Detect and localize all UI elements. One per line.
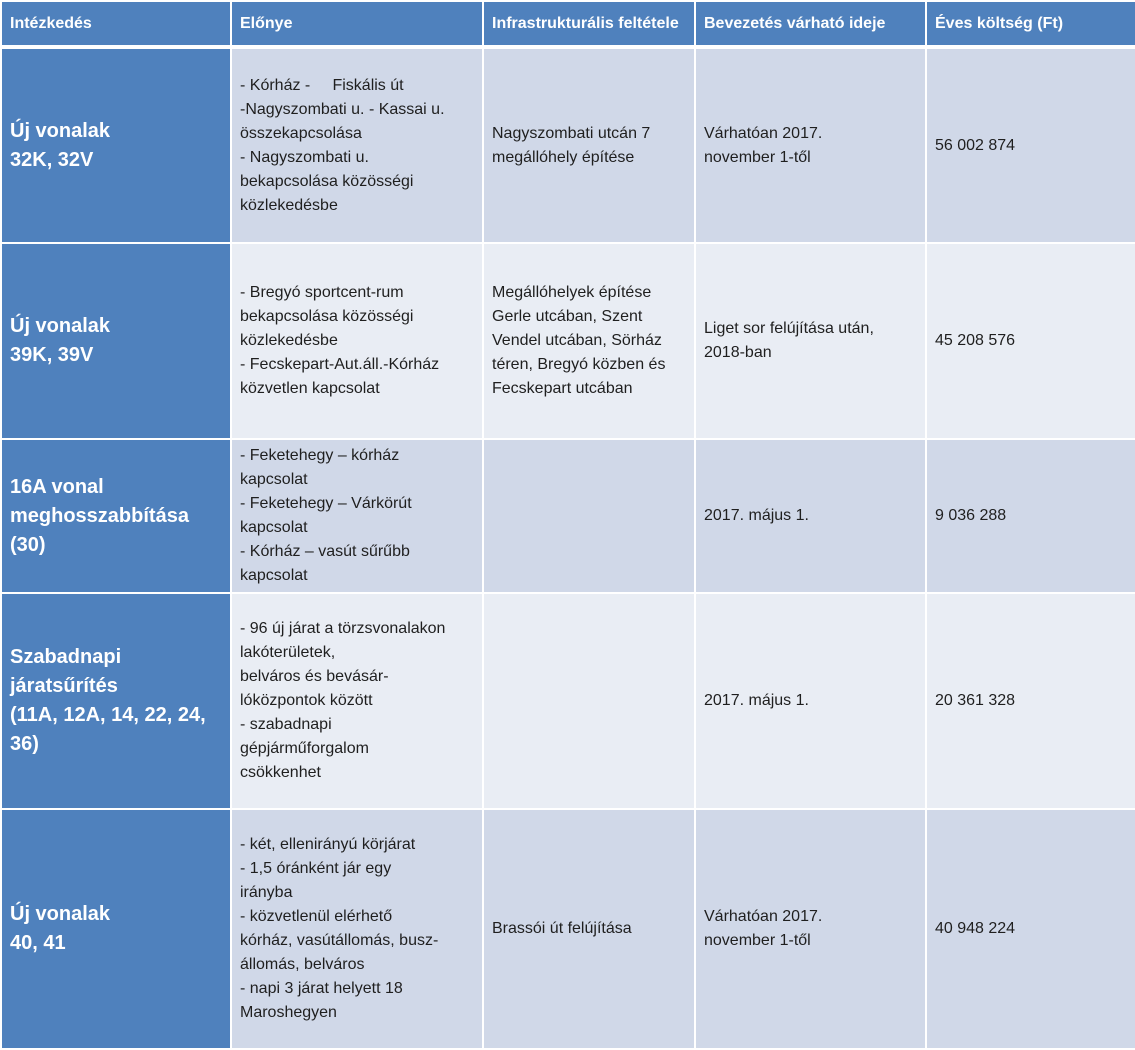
benefit-line: állomás, belváros (240, 956, 365, 973)
row-start-date (695, 593, 926, 809)
row-annual-cost: 56 002 874 (926, 47, 1135, 243)
benefit-line: - Feketehegy – kórház (240, 447, 400, 464)
infrastructure-line: Nagyszombati utcán 7 (492, 124, 651, 142)
table-row (1, 47, 1135, 243)
infrastructure-line: Vendel utcában, Sörház (492, 332, 662, 349)
benefit-line: - 1,5 óránként jár egy (240, 860, 392, 877)
benefit-line: közlekedésbe (240, 196, 338, 214)
benefit-line: kórház, vasútállomás, busz- (240, 932, 439, 949)
benefit-line: - szabadnapi (240, 716, 332, 733)
row-measure (1, 243, 231, 439)
benefit-line: gépjárműforgalom (240, 740, 369, 757)
benefit-line: kapcsolat (240, 567, 308, 584)
header-row (1, 1, 1135, 47)
row-benefit (231, 809, 483, 1049)
start-line: 2017. május 1. (704, 507, 809, 524)
row-start-date (695, 809, 926, 1049)
infrastructure-line: Brassói út felújítása (492, 920, 632, 937)
benefit-line: közlekedésbe (240, 332, 338, 349)
start-line: november 1-től (704, 932, 811, 949)
benefit-line: - Nagyszombati u. (240, 148, 369, 166)
start-line: november 1-től (704, 148, 811, 166)
measure-line: (11A, 12A, 14, 22, 24, (10, 704, 206, 726)
benefit-line: lóközpontok között (240, 692, 373, 709)
row-measure (1, 809, 231, 1049)
row-measure (1, 593, 231, 809)
benefit-line: bekapcsolása közösségi (240, 308, 414, 325)
measure-line: Új vonalak (10, 119, 111, 142)
benefit-line: - közvetlenül elérhető (240, 908, 393, 925)
benefit-line: -Nagyszombati u. - Kassai u. (240, 100, 445, 118)
row-benefit (231, 439, 483, 593)
row-measure (1, 47, 231, 243)
measure-line: 16A vonal (10, 475, 104, 498)
row-measure (1, 439, 231, 593)
table-row (1, 593, 1135, 809)
table-row (1, 809, 1135, 1049)
benefit-line: irányba (240, 884, 293, 901)
benefit-line: - két, ellenirányú körjárat (240, 836, 416, 853)
infrastructure-line: megállóhely építése (492, 148, 635, 166)
infrastructure-line: Fecskepart utcában (492, 380, 633, 397)
measure-line: 36) (10, 733, 39, 755)
benefit-line: bekapcsolása közösségi (240, 172, 414, 190)
row-start-date (695, 47, 926, 243)
row-infrastructure (483, 243, 695, 439)
row-infrastructure (483, 439, 695, 593)
benefit-line: - napi 3 járat helyett 18 (240, 980, 403, 997)
header-start-date: Bevezetés várható ideje (695, 1, 926, 47)
measure-line: 39K, 39V (10, 344, 94, 366)
start-line: 2018-ban (704, 344, 772, 361)
benefit-line: lakóterületek, (240, 644, 336, 661)
infrastructure-line: téren, Bregyó közben és (492, 356, 666, 373)
benefit-line: - Feketehegy – Várkörút (240, 495, 412, 512)
header-annual-cost: Éves költség (Ft) (926, 1, 1135, 47)
benefit-line: - Bregyó sportcent-rum (240, 284, 404, 301)
benefit-line: belváros és bevásár- (240, 668, 389, 685)
measure-line: járatsűrítés (10, 675, 118, 697)
table-row (1, 243, 1135, 439)
row-infrastructure (483, 809, 695, 1049)
row-annual-cost: 9 036 288 (926, 439, 1135, 593)
benefit-line: - Kórház – vasút sűrűbb (240, 543, 410, 560)
row-benefit (231, 243, 483, 439)
benefit-line: csökkenhet (240, 764, 321, 781)
row-benefit (231, 593, 483, 809)
start-line: Liget sor felújítása után, (704, 320, 874, 337)
start-line: Várhatóan 2017. (704, 124, 823, 142)
measure-line: (30) (10, 533, 46, 556)
benefit-line: összekapcsolása (240, 124, 362, 142)
row-benefit (231, 47, 483, 243)
infrastructure-line: Megállóhelyek építése (492, 284, 652, 301)
infrastructure-line: Gerle utcában, Szent (492, 308, 643, 325)
benefit-line: kapcsolat (240, 471, 308, 488)
measure-line: 32K, 32V (10, 148, 94, 171)
benefit-line: - 96 új járat a törzsvonalakon (240, 620, 446, 637)
measure-line: meghosszabbítása (10, 504, 189, 527)
header-measure: Intézkedés (1, 1, 231, 47)
header-infrastructure: Infrastrukturális feltétele (483, 1, 695, 47)
measure-line: Szabadnapi (10, 646, 122, 668)
row-start-date (695, 439, 926, 593)
row-infrastructure (483, 47, 695, 243)
table-row (1, 439, 1135, 593)
start-line: 2017. május 1. (704, 692, 809, 709)
measure-line: 40, 41 (10, 932, 66, 954)
benefit-line: - Kórház - Fiskális út (240, 76, 404, 94)
benefit-line: kapcsolat (240, 519, 308, 536)
row-annual-cost: 45 208 576 (926, 243, 1135, 439)
header-benefit: Előnye (231, 1, 483, 47)
row-start-date (695, 243, 926, 439)
benefit-line: - Fecskepart-Aut.áll.-Kórház (240, 356, 440, 373)
row-infrastructure (483, 593, 695, 809)
measure-line: Új vonalak (10, 315, 111, 337)
benefit-line: közvetlen kapcsolat (240, 380, 380, 397)
measure-line: Új vonalak (10, 903, 111, 925)
start-line: Várhatóan 2017. (704, 908, 823, 925)
row-annual-cost: 40 948 224 (926, 809, 1135, 1049)
benefit-line: Maroshegyen (240, 1004, 337, 1021)
row-annual-cost: 20 361 328 (926, 593, 1135, 809)
